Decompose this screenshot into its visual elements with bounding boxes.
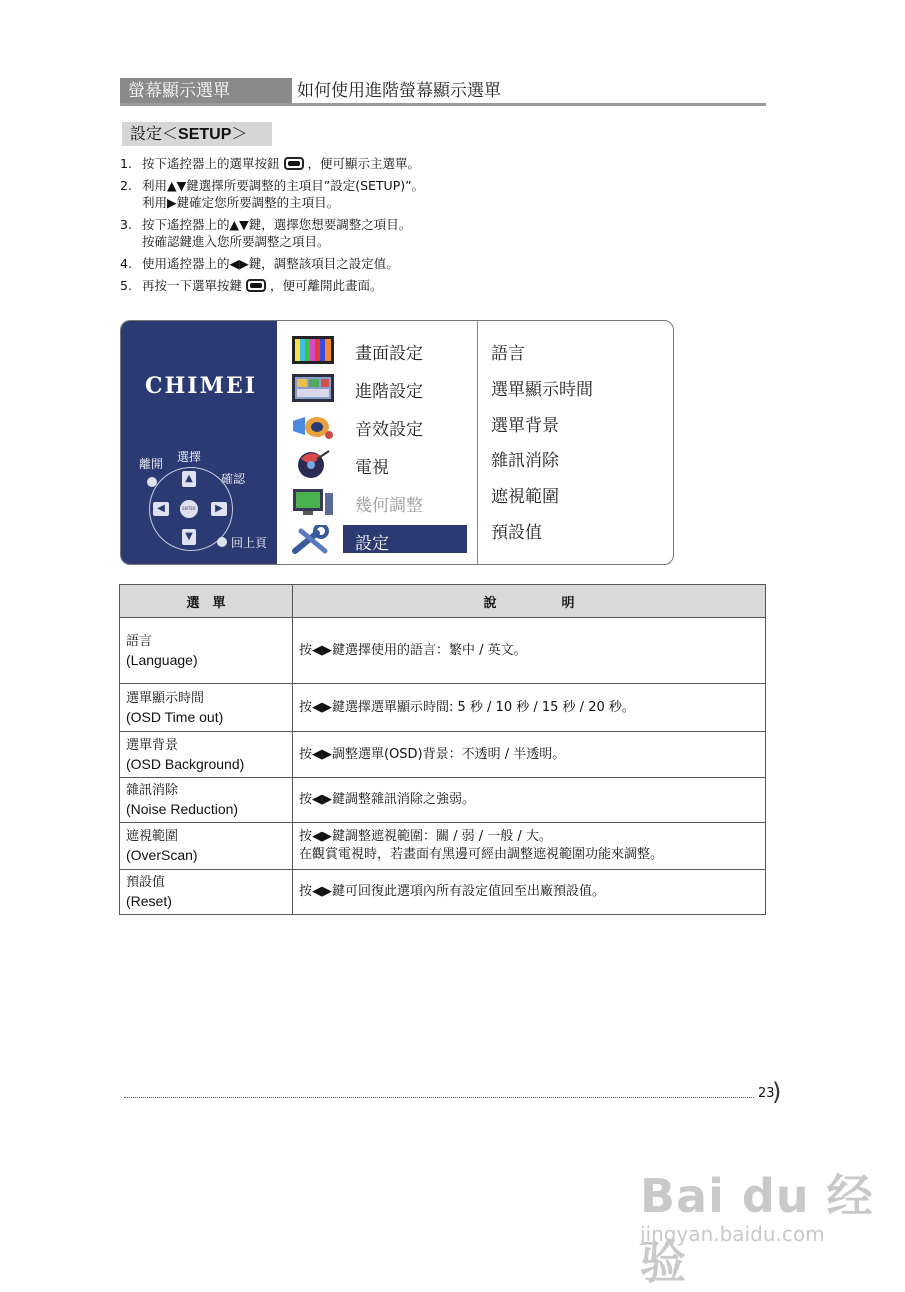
step-text: 按確認鍵進入您所要調整之項目。 — [142, 234, 330, 249]
table-header-row — [120, 585, 766, 618]
item-name-en: (OverScan) — [126, 847, 198, 863]
item-description: 按◀▶鍵可回復此選項內所有設定值回至出廠預設值。 — [299, 884, 605, 899]
remote-exit-label: 離開 — [139, 457, 164, 471]
menu-item-picture[interactable] — [291, 335, 477, 365]
wrench-icon — [291, 525, 335, 555]
header-rule — [120, 103, 766, 106]
step-number: 1. — [120, 156, 132, 171]
step-4 — [120, 255, 720, 272]
submenu-item-noise-reduction[interactable]: 雜訊消除 — [491, 451, 559, 471]
step-5 — [120, 277, 720, 294]
menu-item-label: 設定 — [355, 534, 389, 554]
menu-button-icon — [246, 279, 266, 292]
table-cell-desc — [293, 618, 766, 684]
table-cell-item — [120, 732, 293, 778]
item-name-zh: 選單背景 — [126, 737, 179, 753]
step-text: 按下遙控器上的▲▼鍵，選擇您想要調整之項目。 — [142, 217, 412, 232]
tv-satellite-icon — [291, 449, 335, 479]
step-number: 4. — [120, 256, 132, 271]
remote-confirm-label: 確認 — [221, 472, 246, 486]
setup-title-prefix: 設定＜ — [130, 124, 179, 143]
remote-select-label: 選擇 — [177, 450, 202, 464]
menu-item-setup[interactable] — [291, 525, 477, 555]
item-name-zh: 選單顯示時間 — [126, 690, 205, 706]
right-arrow-icon: ▶ — [211, 502, 227, 516]
instruction-steps — [120, 155, 720, 299]
submenu-item-reset[interactable]: 預設值 — [491, 523, 542, 543]
menu-button-icon — [284, 157, 304, 170]
table-cell-item — [120, 823, 293, 870]
menu-item-label: 畫面設定 — [355, 344, 423, 364]
audio-icon — [291, 411, 335, 441]
menu-item-audio[interactable] — [291, 411, 477, 441]
item-description: 按◀▶調整選單(OSD)背景：不透明 / 半透明。 — [299, 746, 566, 762]
table-cell-desc — [293, 778, 766, 823]
item-name-en: (Language) — [126, 651, 198, 668]
table-cell-item — [120, 618, 293, 684]
item-description: 按◀▶鍵選擇使用的語言：繁中 / 英文。 — [299, 642, 527, 658]
table-row — [120, 778, 766, 823]
picture-icon — [291, 335, 335, 365]
table-cell-item — [120, 778, 293, 823]
advanced-icon — [291, 373, 335, 403]
setup-options-table — [119, 584, 766, 915]
page-number: 23 — [758, 1086, 775, 1101]
table-cell-item — [120, 870, 293, 915]
table-row — [120, 732, 766, 778]
step-number: 3. — [120, 217, 132, 232]
item-description: 在觀賞電視時，若畫面有黑邊可經由調整遮視範圍功能來調整。 — [299, 847, 664, 862]
table-cell-item — [120, 684, 293, 732]
item-description: 按◀▶鍵調整遮視範圍：關 / 弱 / 一般 / 大。 — [299, 829, 552, 844]
item-name-en: (Reset) — [126, 893, 172, 909]
table-row — [120, 618, 766, 684]
page-title: 如何使用進階螢幕顯示選單 — [297, 81, 501, 101]
step-number: 2. — [120, 178, 132, 193]
section-label: 螢幕顯示選單 — [120, 78, 292, 104]
step-text: 利用▶鍵確定您所要調整的主項目。 — [142, 195, 340, 210]
item-name-zh: 遮視範圍 — [126, 829, 179, 844]
footer-dotted-line — [124, 1097, 754, 1098]
remote-back-label: 回上頁 — [231, 536, 268, 550]
item-name-en: (OSD Time out) — [126, 708, 224, 725]
step-text: ，便可顯示主選單。 — [307, 156, 421, 171]
left-arrow-icon: ◀ — [153, 502, 169, 516]
item-name-zh: 預設值 — [126, 875, 166, 890]
step-2 — [120, 177, 720, 211]
menu-item-geometry[interactable] — [291, 487, 477, 517]
table-cell-desc — [293, 870, 766, 915]
item-name-en: (OSD Background) — [126, 755, 245, 772]
menu-item-label: 進階設定 — [355, 382, 423, 402]
setup-title-keyword: SETUP — [178, 126, 232, 143]
menu-item-label: 音效設定 — [355, 420, 423, 440]
chimei-logo: CHIMEI — [145, 373, 257, 399]
submenu-item-language[interactable]: 語言 — [491, 344, 525, 364]
table-row — [120, 823, 766, 870]
item-description: 按◀▶鍵選擇選單顯示時間: 5 秒 / 10 秒 / 15 秒 / 20 秒。 — [299, 699, 635, 715]
item-name-en: (Noise Reduction) — [126, 801, 239, 817]
osd-menu-screenshot — [120, 320, 674, 565]
osd-remote-panel — [121, 321, 277, 564]
step-text: 使用遙控器上的◀▶鍵，調整該項目之設定值。 — [142, 256, 399, 271]
watermark-logo: Bai du 经验 — [640, 1169, 874, 1289]
step-text: 利用▲▼鍵選擇所要調整的主項目”設定(SETUP)”。 — [142, 178, 425, 193]
setup-title — [122, 122, 272, 146]
table-row — [120, 684, 766, 732]
step-text: 再按一下選單按鍵 — [142, 278, 243, 293]
watermark-url: jingyan.baidu.com — [640, 1222, 825, 1246]
step-text: ，便可離開此畫面。 — [270, 278, 383, 293]
page-bracket-decoration: ) — [772, 1078, 782, 1106]
menu-item-tv[interactable] — [291, 449, 477, 479]
step-3 — [120, 216, 720, 250]
item-name-zh: 雜訊消除 — [126, 783, 179, 798]
step-1 — [120, 155, 720, 172]
up-arrow-icon: ▲ — [182, 471, 196, 487]
submenu-item-overscan[interactable]: 遮視範圍 — [491, 487, 559, 507]
enter-label: ENTER — [182, 506, 196, 511]
item-description: 按◀▶鍵調整雜訊消除之強弱。 — [299, 792, 475, 807]
table-cell-desc — [293, 823, 766, 870]
step-text: 按下遙控器上的選單按鈕 — [142, 156, 280, 171]
table-cell-desc — [293, 732, 766, 778]
menu-item-label: 電視 — [355, 458, 389, 478]
submenu-item-osd-background[interactable]: 選單背景 — [491, 416, 559, 436]
osd-main-menu — [277, 321, 478, 564]
menu-item-advanced[interactable] — [291, 373, 477, 403]
table-cell-desc — [293, 684, 766, 732]
back-button-icon — [217, 537, 227, 547]
down-arrow-icon: ▼ — [182, 529, 196, 545]
step-number: 5. — [120, 278, 132, 293]
setup-title-suffix: ＞ — [231, 124, 248, 143]
enter-button-icon — [180, 500, 198, 518]
menu-item-label: 幾何調整 — [355, 496, 423, 516]
table-row — [120, 870, 766, 915]
geometry-icon — [291, 487, 335, 517]
table-header-description: 說 明 — [293, 585, 766, 618]
item-name-zh: 語言 — [126, 633, 153, 649]
submenu-item-osd-timeout[interactable]: 選單顯示時間 — [491, 380, 593, 400]
table-header-menu: 選 單 — [120, 585, 293, 618]
